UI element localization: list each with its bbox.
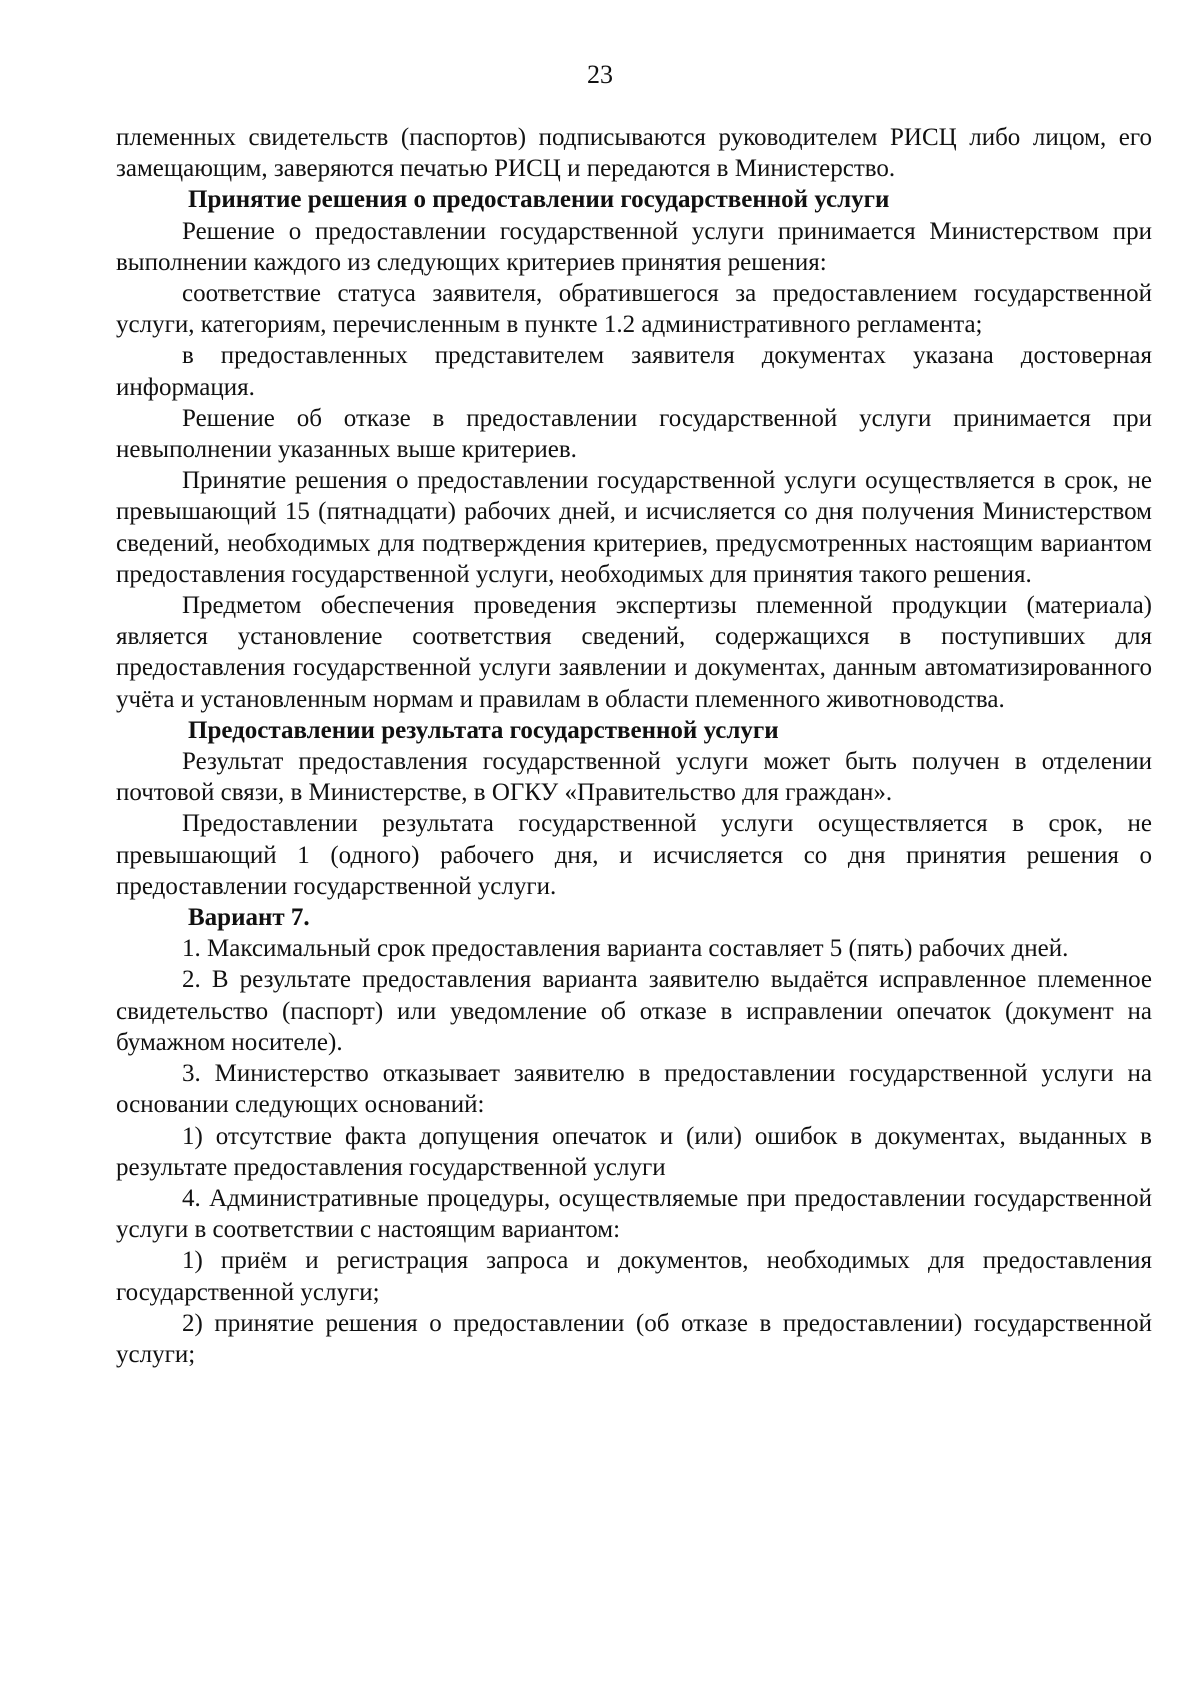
paragraph-item-3-sub-1: 1) отсутствие факта допущения опечаток и (или) ошибок в документах, выданных в результате предоставления государственной услуги [116,1122,1152,1181]
section-heading-result: Предоставлении результата государственной услуги [188,716,779,744]
paragraph-continuation: племенных свидетельств (паспортов) подписываются руководителем РИСЦ либо лицом, его замещающим, заверяются печатью РИСЦ и передаются в Министерство. [116,124,1152,183]
paragraph-item-4: 4. Административные процедуры, осуществляемые при предоставлении государственной услуги в соответствии с настоящим вариантом: [116,1184,1152,1244]
paragraph-item-4-sub-2: 2) принятие решения о предоставлении (об отказе в предоставлении) государственной услуги; [116,1309,1152,1368]
document-body [116,122,1152,1370]
page-number: 23 [587,60,613,89]
paragraph-criterion-status: соответствие статуса заявителя, обратившегося за предоставлением государственной услуги, категориям, перечисленным в пункте 1.2 административного регламента; [116,280,1152,339]
paragraph-expertise-subject: Предметом обеспечения проведения экспертизы племенной продукции (материала) является установление соответствия сведений, содержащихся в поступивших для предоставления государственной услуги заявлении и документах, данным автоматизированного учёта и установленным нормам и правилам в области племенного животноводства. [116,592,1152,713]
paragraph-item-1: 1. Максимальный срок предоставления варианта составляет 5 (пять) рабочих дней. [182,935,1069,963]
paragraph-result-term: Предоставлении результата государственной услуги осуществляется в срок, не превышающий 1 (одного) рабочего дня, и исчисляется со дня принятия решения о предоставлении государственной услуги. [116,810,1152,900]
section-heading-decision: Принятие решения о предоставлении государственной услуги [188,186,890,214]
paragraph-item-2: 2. В результате предоставления варианта заявителю выдаётся исправленное племенное свидетельство (паспорт) или уведомление об отказе в исправлении опечаток (документ на бумажном носителе). [116,966,1152,1056]
paragraph-decision-term: Принятие решения о предоставлении государственной услуги осуществляется в срок, не превышающий 15 (пятнадцати) рабочих дней, и исчисляется со дня получения Министерством сведений, необходимых для подтверждения критериев, предусмотренных настоящим вариантом предоставления государственной услуги, необходимых для принятия такого решения. [116,467,1152,588]
paragraph-decision-criteria: Решение о предоставлении государственной услуги принимается Министерством при выполнении каждого из следующих критериев принятия решения: [116,217,1152,276]
paragraph-result-delivery: Результат предоставления государственной услуги может быть получен в отделении почтовой связи, в Министерстве, в ОГКУ «Правительство для граждан». [116,748,1152,807]
paragraph-item-4-sub-1: 1) приём и регистрация запроса и документов, необходимых для предоставления государственной услуги; [116,1247,1152,1306]
paragraph-item-3: 3. Министерство отказывает заявителю в предоставлении государственной услуги на основании следующих оснований: [116,1060,1152,1119]
paragraph-criterion-reliable-info: в предоставленных представителем заявителя документах указана достоверная информация. [116,342,1152,401]
section-heading-variant-7: Вариант 7. [188,904,310,932]
paragraph-refusal-decision: Решение об отказе в предоставлении государственной услуги принимается при невыполнении указанных выше критериев. [116,404,1152,464]
